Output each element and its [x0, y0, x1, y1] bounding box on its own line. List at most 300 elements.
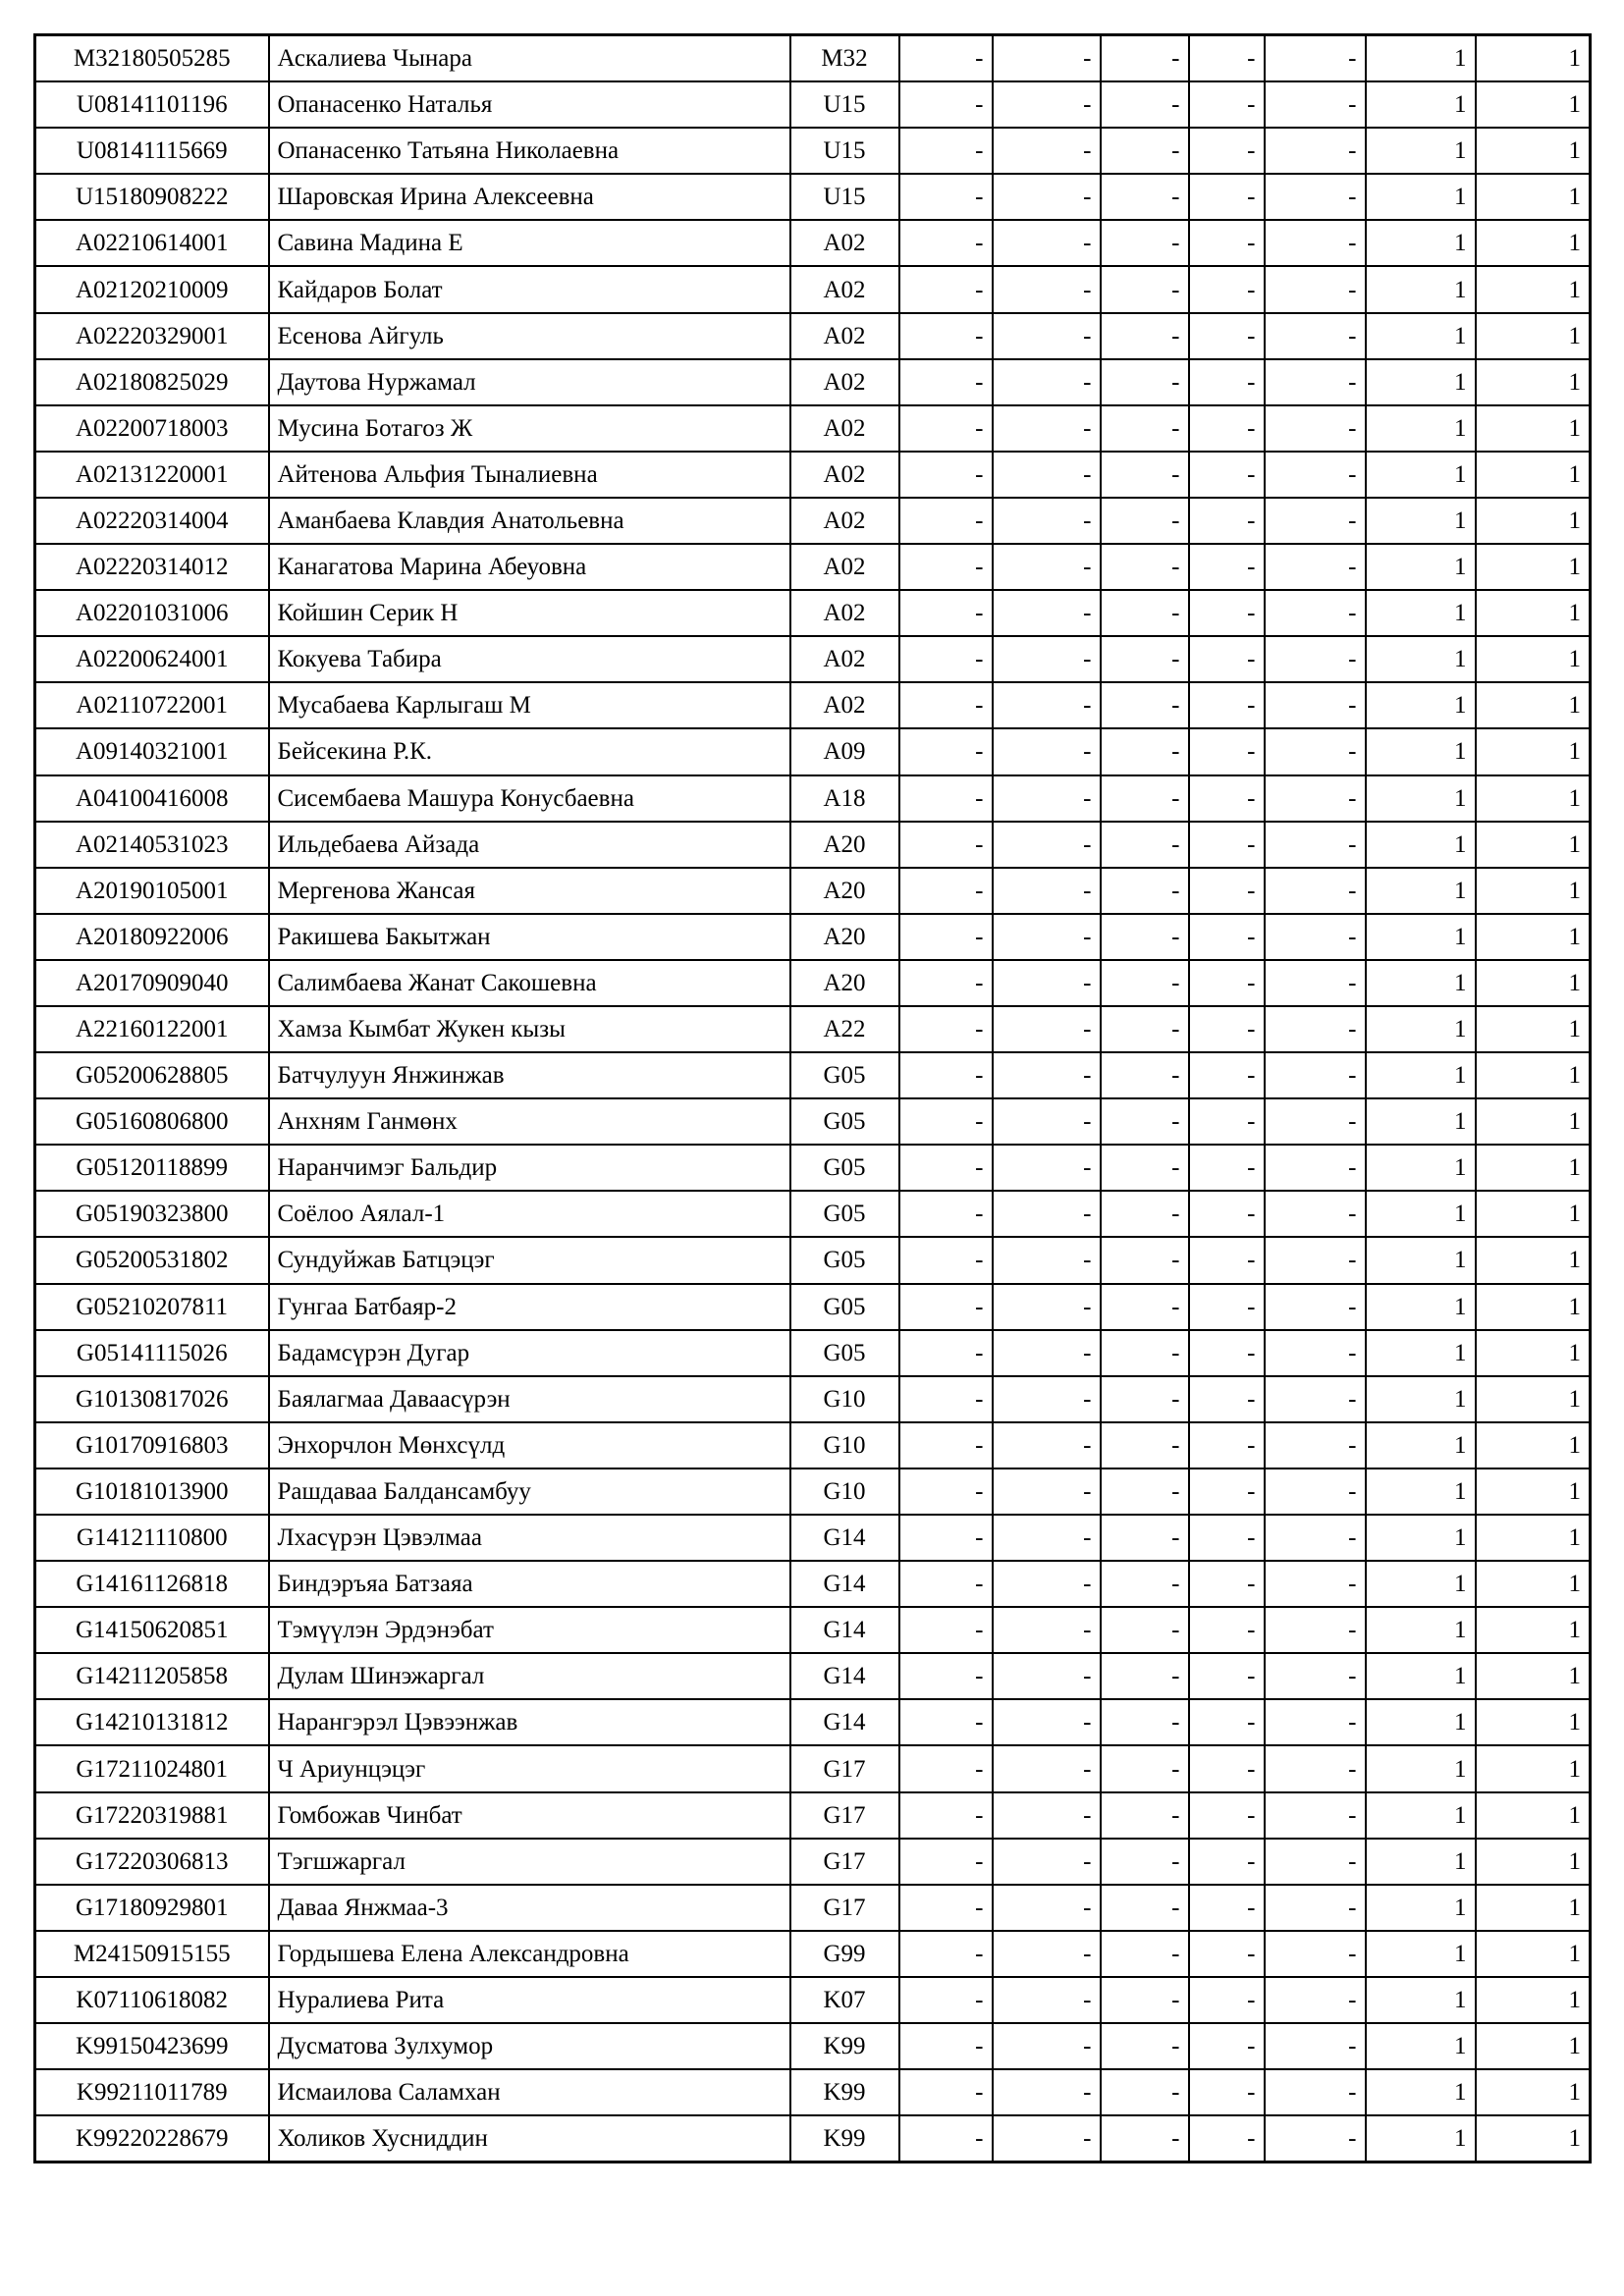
value-cell-2: -: [993, 81, 1101, 128]
value-cell-4: -: [1189, 1052, 1265, 1098]
table-row: [35, 2069, 1591, 2115]
value-cell-1: -: [899, 2023, 993, 2069]
value-cell-1: -: [899, 1145, 993, 1191]
value-cell-1: -: [899, 914, 993, 960]
value-cell-4: -: [1189, 498, 1265, 544]
code-cell: U08141101196: [35, 81, 269, 128]
value-cell-2: -: [993, 128, 1101, 174]
group-cell: A20: [790, 960, 899, 1006]
value-cell-4: -: [1189, 822, 1265, 868]
value-cell-6: 1: [1366, 775, 1476, 822]
group-cell: G05: [790, 1237, 899, 1283]
code-cell: A02220314012: [35, 544, 269, 590]
value-cell-2: -: [993, 636, 1101, 682]
value-cell-5: -: [1265, 1792, 1366, 1839]
value-cell-1: -: [899, 174, 993, 220]
value-cell-2: -: [993, 1191, 1101, 1237]
value-cell-6: 1: [1366, 868, 1476, 914]
name-cell: Опанасенко Татьяна Николаевна: [269, 128, 790, 174]
value-cell-6: 1: [1366, 359, 1476, 405]
name-cell: Койшин Серик Н: [269, 590, 790, 636]
value-cell-4: -: [1189, 174, 1265, 220]
value-cell-4: -: [1189, 1699, 1265, 1745]
table-row: [35, 636, 1591, 682]
value-cell-2: -: [993, 1468, 1101, 1515]
name-cell: Исмаилова Саламхан: [269, 2069, 790, 2115]
total-cell: 1: [1476, 359, 1591, 405]
value-cell-3: -: [1101, 498, 1189, 544]
value-cell-5: -: [1265, 2023, 1366, 2069]
code-cell: M32180505285: [35, 35, 269, 82]
value-cell-6: 1: [1366, 822, 1476, 868]
value-cell-1: -: [899, 81, 993, 128]
value-cell-1: -: [899, 1376, 993, 1422]
value-cell-6: 1: [1366, 1745, 1476, 1791]
group-cell: G05: [790, 1284, 899, 1330]
total-cell: 1: [1476, 1792, 1591, 1839]
table-row: [35, 775, 1591, 822]
table-row: [35, 544, 1591, 590]
group-cell: A22: [790, 1006, 899, 1052]
value-cell-4: -: [1189, 1977, 1265, 2023]
total-cell: 1: [1476, 452, 1591, 498]
value-cell-3: -: [1101, 81, 1189, 128]
value-cell-4: -: [1189, 775, 1265, 822]
value-cell-5: -: [1265, 1885, 1366, 1931]
code-cell: A20170909040: [35, 960, 269, 1006]
value-cell-6: 1: [1366, 1515, 1476, 1561]
group-cell: G17: [790, 1885, 899, 1931]
group-cell: A02: [790, 220, 899, 266]
value-cell-3: -: [1101, 1006, 1189, 1052]
value-cell-2: -: [993, 498, 1101, 544]
total-cell: 1: [1476, 636, 1591, 682]
value-cell-6: 1: [1366, 544, 1476, 590]
name-cell: Канагатова Марина Абеуовна: [269, 544, 790, 590]
group-cell: G05: [790, 1330, 899, 1376]
value-cell-1: -: [899, 1885, 993, 1931]
value-cell-2: -: [993, 1284, 1101, 1330]
value-cell-5: -: [1265, 2069, 1366, 2115]
value-cell-1: -: [899, 1006, 993, 1052]
group-cell: A02: [790, 266, 899, 312]
value-cell-1: -: [899, 1422, 993, 1468]
value-cell-5: -: [1265, 682, 1366, 728]
value-cell-4: -: [1189, 1561, 1265, 1607]
value-cell-5: -: [1265, 636, 1366, 682]
group-cell: G17: [790, 1792, 899, 1839]
name-cell: Анхням Ганмөнх: [269, 1098, 790, 1145]
value-cell-3: -: [1101, 1792, 1189, 1839]
group-cell: U15: [790, 81, 899, 128]
value-cell-5: -: [1265, 1515, 1366, 1561]
name-cell: Мусина Ботагоз Ж: [269, 405, 790, 452]
group-cell: A02: [790, 636, 899, 682]
value-cell-4: -: [1189, 359, 1265, 405]
value-cell-2: -: [993, 544, 1101, 590]
value-cell-6: 1: [1366, 452, 1476, 498]
code-cell: G05200628805: [35, 1052, 269, 1098]
value-cell-4: -: [1189, 1468, 1265, 1515]
value-cell-3: -: [1101, 1422, 1189, 1468]
value-cell-4: -: [1189, 2115, 1265, 2163]
value-cell-1: -: [899, 1515, 993, 1561]
value-cell-1: -: [899, 1699, 993, 1745]
code-cell: K99211011789: [35, 2069, 269, 2115]
value-cell-6: 1: [1366, 1839, 1476, 1885]
group-cell: G05: [790, 1052, 899, 1098]
group-cell: G10: [790, 1422, 899, 1468]
value-cell-2: -: [993, 313, 1101, 359]
value-cell-5: -: [1265, 1931, 1366, 1977]
value-cell-2: -: [993, 2115, 1101, 2163]
group-cell: G99: [790, 1931, 899, 1977]
value-cell-6: 1: [1366, 1607, 1476, 1653]
value-cell-3: -: [1101, 822, 1189, 868]
name-cell: Сундуйжав Батцэцэг: [269, 1237, 790, 1283]
table-row: [35, 1098, 1591, 1145]
table-row: [35, 914, 1591, 960]
value-cell-4: -: [1189, 914, 1265, 960]
value-cell-5: -: [1265, 822, 1366, 868]
name-cell: Батчулуун Янжинжав: [269, 1052, 790, 1098]
code-cell: G10130817026: [35, 1376, 269, 1422]
value-cell-5: -: [1265, 1052, 1366, 1098]
code-cell: G17211024801: [35, 1745, 269, 1791]
value-cell-6: 1: [1366, 1653, 1476, 1699]
total-cell: 1: [1476, 2069, 1591, 2115]
value-cell-2: -: [993, 1745, 1101, 1791]
table-row: [35, 1237, 1591, 1283]
value-cell-4: -: [1189, 2069, 1265, 2115]
table-row: [35, 1468, 1591, 1515]
group-cell: A20: [790, 868, 899, 914]
total-cell: 1: [1476, 174, 1591, 220]
value-cell-4: -: [1189, 1745, 1265, 1791]
value-cell-2: -: [993, 1885, 1101, 1931]
total-cell: 1: [1476, 1561, 1591, 1607]
value-cell-6: 1: [1366, 1052, 1476, 1098]
value-cell-6: 1: [1366, 1422, 1476, 1468]
value-cell-6: 1: [1366, 174, 1476, 220]
table-row: [35, 1052, 1591, 1098]
value-cell-3: -: [1101, 960, 1189, 1006]
value-cell-5: -: [1265, 174, 1366, 220]
value-cell-2: -: [993, 1653, 1101, 1699]
value-cell-1: -: [899, 1607, 993, 1653]
value-cell-1: -: [899, 2115, 993, 2163]
value-cell-6: 1: [1366, 636, 1476, 682]
value-cell-2: -: [993, 1006, 1101, 1052]
value-cell-3: -: [1101, 1977, 1189, 2023]
group-cell: G14: [790, 1607, 899, 1653]
value-cell-1: -: [899, 1468, 993, 1515]
value-cell-6: 1: [1366, 1468, 1476, 1515]
group-cell: A02: [790, 498, 899, 544]
value-cell-4: -: [1189, 128, 1265, 174]
total-cell: 1: [1476, 1422, 1591, 1468]
name-cell: Ч Ариунцэцэг: [269, 1745, 790, 1791]
value-cell-1: -: [899, 128, 993, 174]
table-row: [35, 2115, 1591, 2163]
code-cell: A02131220001: [35, 452, 269, 498]
group-cell: K07: [790, 1977, 899, 2023]
value-cell-1: -: [899, 1330, 993, 1376]
value-cell-3: -: [1101, 1561, 1189, 1607]
name-cell: Даваа Янжмаа-3: [269, 1885, 790, 1931]
value-cell-3: -: [1101, 914, 1189, 960]
total-cell: 1: [1476, 1468, 1591, 1515]
name-cell: Кокуева Табира: [269, 636, 790, 682]
value-cell-1: -: [899, 960, 993, 1006]
group-cell: G14: [790, 1561, 899, 1607]
value-cell-3: -: [1101, 452, 1189, 498]
value-cell-2: -: [993, 1607, 1101, 1653]
value-cell-1: -: [899, 868, 993, 914]
code-cell: A09140321001: [35, 728, 269, 774]
group-cell: K99: [790, 2115, 899, 2163]
value-cell-4: -: [1189, 1098, 1265, 1145]
total-cell: 1: [1476, 1191, 1591, 1237]
value-cell-6: 1: [1366, 1237, 1476, 1283]
table-row: [35, 1653, 1591, 1699]
value-cell-3: -: [1101, 266, 1189, 312]
value-cell-5: -: [1265, 868, 1366, 914]
code-cell: G05141115026: [35, 1330, 269, 1376]
value-cell-1: -: [899, 1792, 993, 1839]
value-cell-2: -: [993, 2069, 1101, 2115]
name-cell: Аманбаева Клавдия Анатольевна: [269, 498, 790, 544]
total-cell: 1: [1476, 1607, 1591, 1653]
value-cell-6: 1: [1366, 220, 1476, 266]
value-cell-4: -: [1189, 1006, 1265, 1052]
group-cell: G14: [790, 1653, 899, 1699]
code-cell: A02120210009: [35, 266, 269, 312]
table-row: [35, 1376, 1591, 1422]
value-cell-4: -: [1189, 1422, 1265, 1468]
name-cell: Мусабаева Карлыгаш М: [269, 682, 790, 728]
code-cell: A02220314004: [35, 498, 269, 544]
table-row: [35, 682, 1591, 728]
value-cell-1: -: [899, 822, 993, 868]
code-cell: A20180922006: [35, 914, 269, 960]
value-cell-5: -: [1265, 313, 1366, 359]
value-cell-4: -: [1189, 1376, 1265, 1422]
code-cell: G05210207811: [35, 1284, 269, 1330]
table-row: [35, 960, 1591, 1006]
value-cell-3: -: [1101, 35, 1189, 82]
value-cell-4: -: [1189, 1515, 1265, 1561]
code-cell: A02201031006: [35, 590, 269, 636]
value-cell-5: -: [1265, 1284, 1366, 1330]
table-row: [35, 1006, 1591, 1052]
value-cell-6: 1: [1366, 2069, 1476, 2115]
total-cell: 1: [1476, 2023, 1591, 2069]
value-cell-3: -: [1101, 775, 1189, 822]
group-cell: A02: [790, 682, 899, 728]
value-cell-5: -: [1265, 1422, 1366, 1468]
value-cell-2: -: [993, 1098, 1101, 1145]
total-cell: 1: [1476, 405, 1591, 452]
code-cell: G10181013900: [35, 1468, 269, 1515]
code-cell: U08141115669: [35, 128, 269, 174]
group-cell: U15: [790, 128, 899, 174]
code-cell: G05190323800: [35, 1191, 269, 1237]
value-cell-6: 1: [1366, 1284, 1476, 1330]
value-cell-5: -: [1265, 1745, 1366, 1791]
total-cell: 1: [1476, 1745, 1591, 1791]
total-cell: 1: [1476, 1885, 1591, 1931]
name-cell: Шаровская Ирина Алексеевна: [269, 174, 790, 220]
table-row: [35, 1885, 1591, 1931]
total-cell: 1: [1476, 1699, 1591, 1745]
code-cell: A02110722001: [35, 682, 269, 728]
value-cell-1: -: [899, 1191, 993, 1237]
name-cell: Ильдебаева Айзада: [269, 822, 790, 868]
value-cell-4: -: [1189, 636, 1265, 682]
table-row: [35, 822, 1591, 868]
value-cell-5: -: [1265, 1839, 1366, 1885]
group-cell: U15: [790, 174, 899, 220]
value-cell-5: -: [1265, 775, 1366, 822]
value-cell-4: -: [1189, 1607, 1265, 1653]
table-row: [35, 1607, 1591, 1653]
value-cell-6: 1: [1366, 1699, 1476, 1745]
group-cell: K99: [790, 2023, 899, 2069]
value-cell-5: -: [1265, 1098, 1366, 1145]
table-row: [35, 313, 1591, 359]
value-cell-6: 1: [1366, 498, 1476, 544]
value-cell-2: -: [993, 359, 1101, 405]
total-cell: 1: [1476, 960, 1591, 1006]
code-cell: G17220319881: [35, 1792, 269, 1839]
value-cell-6: 1: [1366, 728, 1476, 774]
table-row: [35, 1699, 1591, 1745]
value-cell-6: 1: [1366, 81, 1476, 128]
value-cell-5: -: [1265, 452, 1366, 498]
group-cell: A09: [790, 728, 899, 774]
table-row: [35, 1422, 1591, 1468]
table-row: [35, 590, 1591, 636]
value-cell-4: -: [1189, 35, 1265, 82]
table-row: [35, 1792, 1591, 1839]
value-cell-2: -: [993, 682, 1101, 728]
group-cell: G10: [790, 1468, 899, 1515]
code-cell: A20190105001: [35, 868, 269, 914]
value-cell-3: -: [1101, 1607, 1189, 1653]
table-row: [35, 452, 1591, 498]
code-cell: G17180929801: [35, 1885, 269, 1931]
value-cell-4: -: [1189, 452, 1265, 498]
value-cell-1: -: [899, 1839, 993, 1885]
name-cell: Лхасүрэн Цэвэлмаа: [269, 1515, 790, 1561]
code-cell: K99150423699: [35, 2023, 269, 2069]
value-cell-6: 1: [1366, 1098, 1476, 1145]
total-cell: 1: [1476, 35, 1591, 82]
total-cell: 1: [1476, 2115, 1591, 2163]
table-row: [35, 220, 1591, 266]
value-cell-5: -: [1265, 1145, 1366, 1191]
code-cell: K99220228679: [35, 2115, 269, 2163]
code-cell: A04100416008: [35, 775, 269, 822]
value-cell-1: -: [899, 498, 993, 544]
total-cell: 1: [1476, 868, 1591, 914]
value-cell-3: -: [1101, 1098, 1189, 1145]
value-cell-2: -: [993, 1839, 1101, 1885]
value-cell-1: -: [899, 1237, 993, 1283]
name-cell: Айтенова Альфия Тыналиевна: [269, 452, 790, 498]
group-cell: A18: [790, 775, 899, 822]
value-cell-6: 1: [1366, 1191, 1476, 1237]
total-cell: 1: [1476, 1284, 1591, 1330]
name-cell: Энхорчлон Мөнхсүлд: [269, 1422, 790, 1468]
total-cell: 1: [1476, 1977, 1591, 2023]
value-cell-2: -: [993, 266, 1101, 312]
value-cell-5: -: [1265, 1237, 1366, 1283]
total-cell: 1: [1476, 914, 1591, 960]
value-cell-2: -: [993, 1792, 1101, 1839]
table-row: [35, 1284, 1591, 1330]
name-cell: Мергенова Жансая: [269, 868, 790, 914]
table-row: [35, 359, 1591, 405]
value-cell-2: -: [993, 1237, 1101, 1283]
value-cell-1: -: [899, 1931, 993, 1977]
total-cell: 1: [1476, 1330, 1591, 1376]
value-cell-6: 1: [1366, 2023, 1476, 2069]
value-cell-1: -: [899, 405, 993, 452]
value-cell-1: -: [899, 359, 993, 405]
value-cell-1: -: [899, 1977, 993, 2023]
group-cell: A20: [790, 822, 899, 868]
value-cell-2: -: [993, 914, 1101, 960]
table-row: [35, 868, 1591, 914]
total-cell: 1: [1476, 682, 1591, 728]
value-cell-3: -: [1101, 728, 1189, 774]
name-cell: Сисембаева Машура Конусбаевна: [269, 775, 790, 822]
code-cell: M24150915155: [35, 1931, 269, 1977]
value-cell-2: -: [993, 960, 1101, 1006]
total-cell: 1: [1476, 728, 1591, 774]
value-cell-1: -: [899, 2069, 993, 2115]
value-cell-1: -: [899, 775, 993, 822]
value-cell-5: -: [1265, 1607, 1366, 1653]
group-cell: G05: [790, 1145, 899, 1191]
total-cell: 1: [1476, 128, 1591, 174]
group-cell: A02: [790, 405, 899, 452]
name-cell: Гомбожав Чинбат: [269, 1792, 790, 1839]
value-cell-5: -: [1265, 128, 1366, 174]
value-cell-4: -: [1189, 1191, 1265, 1237]
table-body: [35, 35, 1591, 2163]
total-cell: 1: [1476, 1376, 1591, 1422]
value-cell-2: -: [993, 1330, 1101, 1376]
value-cell-5: -: [1265, 266, 1366, 312]
value-cell-3: -: [1101, 1376, 1189, 1422]
group-cell: G14: [790, 1699, 899, 1745]
table-row: [35, 35, 1591, 82]
value-cell-1: -: [899, 1052, 993, 1098]
value-cell-2: -: [993, 1052, 1101, 1098]
name-cell: Дулам Шинэжаргал: [269, 1653, 790, 1699]
name-cell: Тэмүүлэн Эрдэнэбат: [269, 1607, 790, 1653]
name-cell: Рашдаваа Балдансамбуу: [269, 1468, 790, 1515]
total-cell: 1: [1476, 498, 1591, 544]
total-cell: 1: [1476, 220, 1591, 266]
value-cell-3: -: [1101, 1330, 1189, 1376]
name-cell: Савина Мадина Е: [269, 220, 790, 266]
value-cell-6: 1: [1366, 1792, 1476, 1839]
value-cell-1: -: [899, 682, 993, 728]
